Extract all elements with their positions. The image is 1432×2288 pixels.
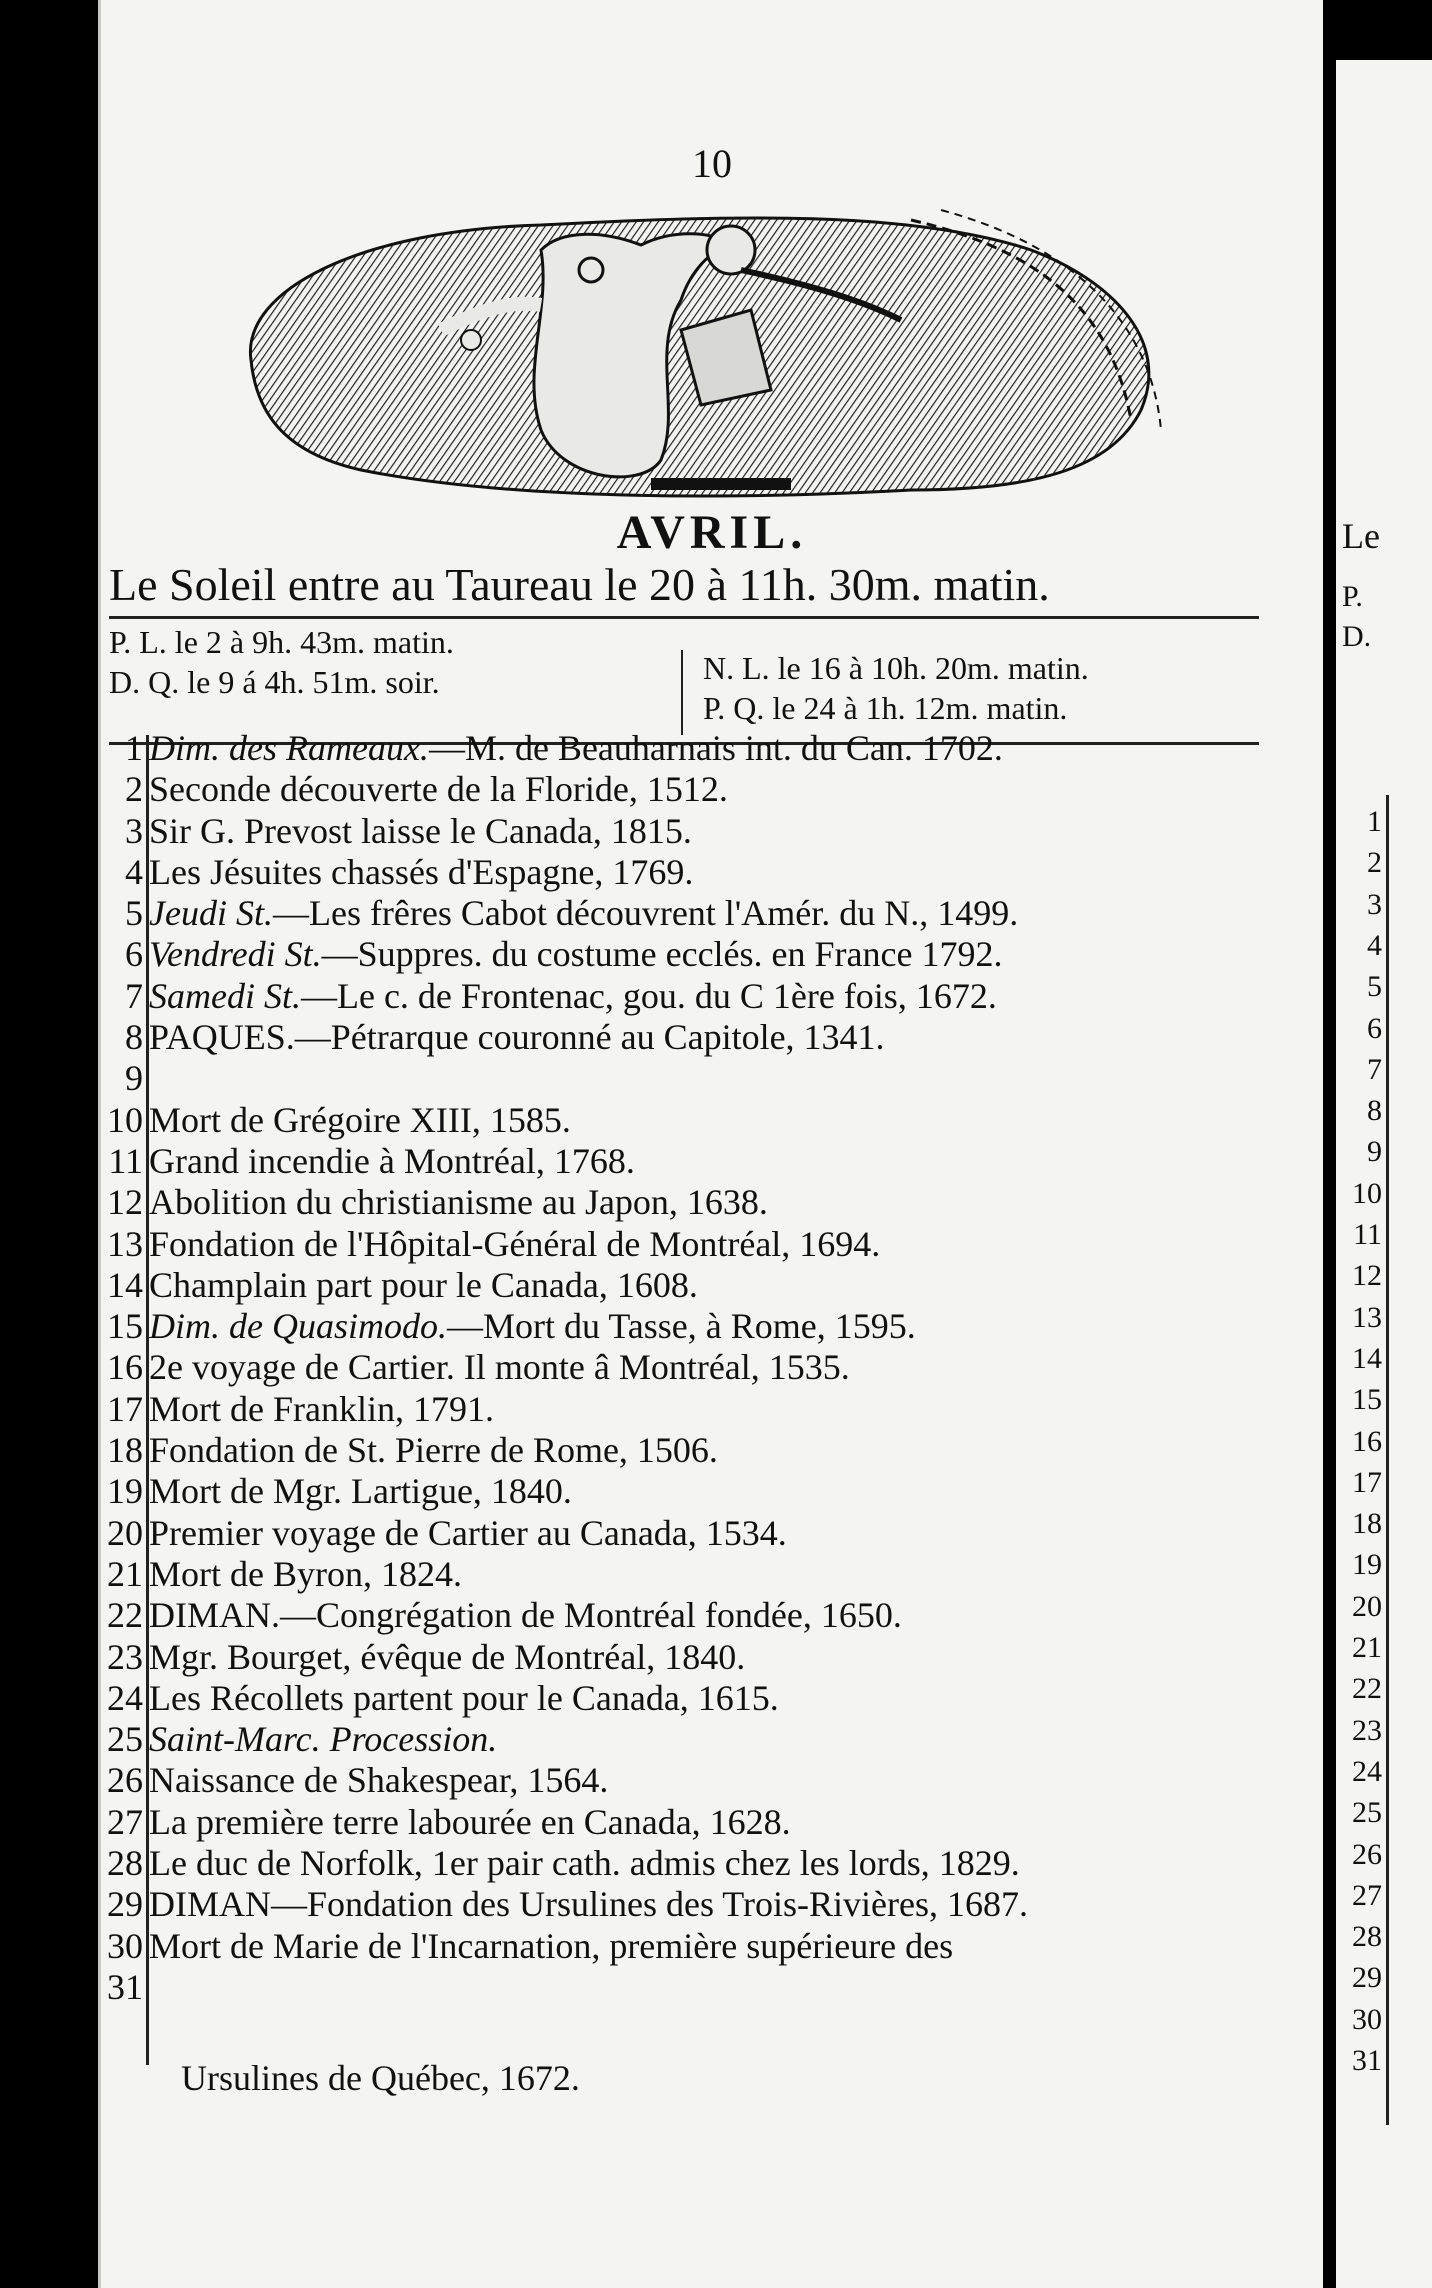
entry-event: Abolition du christianisme au Japon, 1638. (149, 1182, 768, 1223)
day-number: 16 (107, 1347, 143, 1388)
calendar-entry (101, 1224, 1323, 1265)
day-number: 7 (125, 975, 143, 1016)
facing-day-number: 5 (1367, 970, 1382, 1004)
entry-event: DIMAN.—Congrégation de Montréal fondée, 1650. (149, 1595, 902, 1636)
top-rule (109, 616, 1259, 619)
facing-day-number: 11 (1353, 1218, 1382, 1251)
calendar-entry (101, 1141, 1323, 1182)
calendar-entry (101, 1389, 1323, 1430)
facing-day-number: 13 (1352, 1300, 1382, 1334)
entry-text (149, 1719, 497, 1760)
calendar-entry (101, 1347, 1323, 1388)
calendar-entry (101, 1637, 1323, 1678)
facing-day-number: 2 (1367, 846, 1382, 880)
entry-feast: Dim. de Quasimodo. (149, 1306, 447, 1347)
entry-text (149, 769, 728, 810)
day-number: 19 (107, 1471, 143, 1512)
entry-event: Naissance de Shakespear, 1564. (149, 1760, 609, 1801)
facing-day-number: 18 (1352, 1507, 1382, 1541)
facing-day-number: 9 (1367, 1135, 1382, 1169)
day-number: 22 (107, 1595, 143, 1636)
entry-text (149, 1389, 494, 1430)
entry-text (149, 1884, 1028, 1925)
entry-event: DIMAN—Fondation des Ursulines des Trois-Rivières, 1687. (149, 1884, 1028, 1925)
facing-day-number: 17 (1352, 1465, 1382, 1499)
entry-event: 2e voyage de Cartier. Il monte â Montréal, 1535. (149, 1347, 850, 1388)
entry-event: —Le c. de Frontenac, gou. du C 1ère fois, 1672. (300, 975, 997, 1016)
facing-day-number: 15 (1352, 1383, 1382, 1417)
calendar-entry (101, 1967, 1323, 2008)
entry-text (149, 1224, 880, 1265)
calendar-entry (101, 1678, 1323, 1719)
entry-text (149, 1100, 571, 1141)
moon-phases-left (109, 622, 454, 702)
zodiac-engraving-illustration (211, 190, 1211, 520)
moon-phase-full: P. L. le 2 à 9h. 43m. matin. (109, 624, 454, 660)
month-title: AVRIL. (616, 506, 808, 559)
day-number: 25 (107, 1719, 143, 1760)
entry-event: Mort de Franklin, 1791. (149, 1388, 494, 1429)
entry-event: Mort de Marie de l'Incarnation, première supérieure des (149, 1925, 954, 1966)
calendar-entry (101, 852, 1323, 893)
day-number: 9 (125, 1058, 143, 1099)
calendar-entry (101, 1017, 1323, 1058)
calendar-entry (101, 1513, 1323, 1554)
calendar-entry (101, 811, 1323, 852)
facing-day-number: 25 (1352, 1796, 1382, 1830)
facing-day-number: 14 (1352, 1341, 1382, 1375)
calendar-entry (101, 1760, 1323, 1801)
entry-text (149, 1513, 787, 1554)
facing-day-number: 23 (1352, 1713, 1382, 1747)
facing-day-number: 12 (1352, 1259, 1382, 1293)
facing-day-number: 22 (1352, 1672, 1382, 1706)
calendar-entry (101, 1471, 1323, 1512)
day-number: 1 (125, 728, 143, 768)
day-number: 4 (125, 851, 143, 892)
day-number: 11 (108, 1140, 143, 1181)
day-number: 24 (107, 1677, 143, 1718)
entry-event: —Suppres. du costume ecclés. en France 1792. (321, 934, 1003, 975)
day-number: 21 (107, 1553, 143, 1594)
entry-text (149, 1017, 885, 1058)
facing-day-number: 27 (1352, 1878, 1382, 1912)
entry-feast: Jeudi St. (149, 893, 273, 934)
facing-day-number: 6 (1367, 1011, 1382, 1045)
entry-feast: Dim. des Rameaux. (149, 728, 429, 768)
entry-text (149, 934, 1002, 975)
day-number: 6 (125, 934, 143, 975)
day-number: 31 (107, 1966, 143, 2007)
calendar-entry (101, 976, 1323, 1017)
facing-day-number: 3 (1367, 887, 1382, 921)
entry-event: —M. de Beauharnais int. du Can. 1702. (428, 728, 1003, 768)
day-number: 3 (125, 810, 143, 851)
facing-moon-1: P. (1342, 580, 1363, 613)
facing-day-divider (1386, 795, 1389, 2125)
entry-event: Fondation de St. Pierre de Rome, 1506. (149, 1430, 718, 1471)
calendar-entry (101, 1802, 1323, 1843)
entry-text (149, 1141, 635, 1182)
facing-day-number: 30 (1352, 2002, 1382, 2036)
facing-day-number: 10 (1352, 1176, 1382, 1210)
facing-page-heading: Le (1342, 516, 1380, 556)
calendar-entry (101, 728, 1323, 769)
calendar-entry (101, 1306, 1323, 1347)
facing-moon-2: D. (1342, 620, 1372, 653)
entry-text (149, 976, 997, 1017)
day-number: 28 (107, 1843, 143, 1884)
entry-text (149, 1760, 608, 1801)
calendar-entry (101, 1595, 1323, 1636)
calendar-entry (101, 1719, 1323, 1760)
entry-event: Mort de Grégoire XIII, 1585. (149, 1099, 571, 1140)
calendar-entry (101, 1182, 1323, 1223)
entry-text (149, 1471, 572, 1512)
day-number: 14 (107, 1264, 143, 1305)
facing-day-number: 21 (1352, 1631, 1382, 1664)
moon-phase-new: N. L. le 16 à 10h. 20m. matin. (703, 650, 1089, 686)
entry-text (149, 811, 692, 852)
calendar-entry (101, 1884, 1323, 1925)
calendar-entry (101, 1430, 1323, 1471)
entry-event: Les Récollets partent pour le Canada, 1615. (149, 1677, 779, 1718)
entry-event: Premier voyage de Cartier au Canada, 1534. (149, 1512, 787, 1553)
facing-day-number: 20 (1352, 1589, 1382, 1623)
calendar-entries (101, 728, 1323, 2008)
entry-text (149, 852, 693, 893)
day-number: 30 (107, 1925, 143, 1966)
facing-day-number: 7 (1367, 1052, 1382, 1086)
day-number: 23 (107, 1636, 143, 1677)
moon-phase-last-quarter: D. Q. le 9 á 4h. 51m. soir. (109, 664, 440, 700)
entry-text (149, 1265, 698, 1306)
entry-event: Mort de Mgr. Lartigue, 1840. (149, 1471, 572, 1512)
facing-page-edge (1336, 60, 1432, 2288)
entry-text (149, 1554, 462, 1595)
day-number: 29 (107, 1884, 143, 1925)
calendar-entry (101, 934, 1323, 975)
entry-text (149, 1678, 779, 1719)
facing-day-number: 1 (1367, 805, 1382, 838)
entry-text (149, 1595, 902, 1636)
sun-entry: Le Soleil entre au Taureau le 20 à 11h. 30m. matin. (109, 559, 1050, 610)
day-number: 15 (107, 1306, 143, 1347)
calendar-entry (101, 893, 1323, 934)
entry-text (149, 1926, 953, 1967)
entry-text (149, 1802, 791, 1843)
facing-day-number: 28 (1352, 1920, 1382, 1954)
day-number: 12 (107, 1182, 143, 1223)
moon-divider (681, 650, 683, 735)
entry-event: —Les frêres Cabot découvrent l'Amér. du N., 1499. (272, 893, 1019, 934)
calendar-entry (101, 1058, 1323, 1099)
moon-phases-right (703, 648, 1089, 728)
moon-phase-first-quarter: P. Q. le 24 à 1h. 12m. matin. (703, 690, 1068, 726)
entry-feast: Samedi St. (149, 975, 301, 1016)
entry-event: PAQUES.—Pétrarque couronné au Capitole, 1341. (149, 1017, 885, 1058)
entry-text (149, 1637, 745, 1678)
entry-event: Grand incendie à Montréal, 1768. (149, 1140, 635, 1181)
facing-day-number: 8 (1367, 1094, 1382, 1128)
entry-event: La première terre labourée en Canada, 1628. (149, 1801, 791, 1842)
entry-feast: Vendredi St. (149, 934, 322, 975)
almanac-page (98, 0, 1323, 2288)
day-number: 27 (107, 1801, 143, 1842)
facing-day-number: 24 (1352, 1754, 1382, 1788)
entry-text (149, 893, 1018, 934)
calendar-entry (101, 1843, 1323, 1884)
calendar-entry (101, 1265, 1323, 1306)
entry-continuation: Ursulines de Québec, 1672. (181, 2058, 580, 2098)
day-number: 10 (107, 1099, 143, 1140)
entry-event: Sir G. Prevost laisse le Canada, 1815. (149, 810, 692, 851)
day-number: 20 (107, 1512, 143, 1553)
day-number: 18 (107, 1430, 143, 1471)
facing-day-number: 16 (1352, 1424, 1382, 1458)
entry-text (149, 1347, 850, 1388)
day-number: 13 (107, 1223, 143, 1264)
facing-day-number: 19 (1352, 1548, 1382, 1582)
facing-day-number: 4 (1367, 928, 1382, 962)
page-number: 10 (692, 141, 732, 186)
entry-event: Champlain part pour le Canada, 1608. (149, 1264, 698, 1305)
entry-event: Les Jésuites chassés d'Espagne, 1769. (149, 851, 694, 892)
entry-event: Le duc de Norfolk, 1er pair cath. admis chez les lords, 1829. (149, 1843, 1020, 1884)
calendar-entry (101, 1100, 1323, 1141)
facing-day-number: 31 (1352, 2044, 1382, 2077)
calendar-entry (101, 1926, 1323, 1967)
facing-day-number: 26 (1352, 1837, 1382, 1871)
day-number: 17 (107, 1388, 143, 1429)
entry-feast: Saint-Marc. Procession. (149, 1719, 498, 1760)
entry-text (149, 1182, 768, 1223)
entry-event: —Mort du Tasse, à Rome, 1595. (446, 1306, 916, 1347)
day-number: 2 (125, 769, 143, 810)
entry-text (149, 1843, 1020, 1884)
entry-text (149, 728, 1003, 769)
entry-event: Mgr. Bourget, évêque de Montréal, 1840. (149, 1636, 746, 1677)
facing-day-number: 29 (1352, 1961, 1382, 1995)
entry-event: Fondation de l'Hôpital-Général de Montréal, 1694. (149, 1223, 881, 1264)
calendar-entry (101, 1554, 1323, 1595)
day-number: 5 (125, 893, 143, 934)
calendar-entry (101, 769, 1323, 810)
entry-event: Seconde découverte de la Floride, 1512. (149, 769, 728, 810)
entry-event: Mort de Byron, 1824. (149, 1553, 462, 1594)
entry-text (149, 1306, 916, 1347)
entry-text (149, 1430, 718, 1471)
day-number: 8 (125, 1017, 143, 1058)
day-number: 26 (107, 1760, 143, 1801)
